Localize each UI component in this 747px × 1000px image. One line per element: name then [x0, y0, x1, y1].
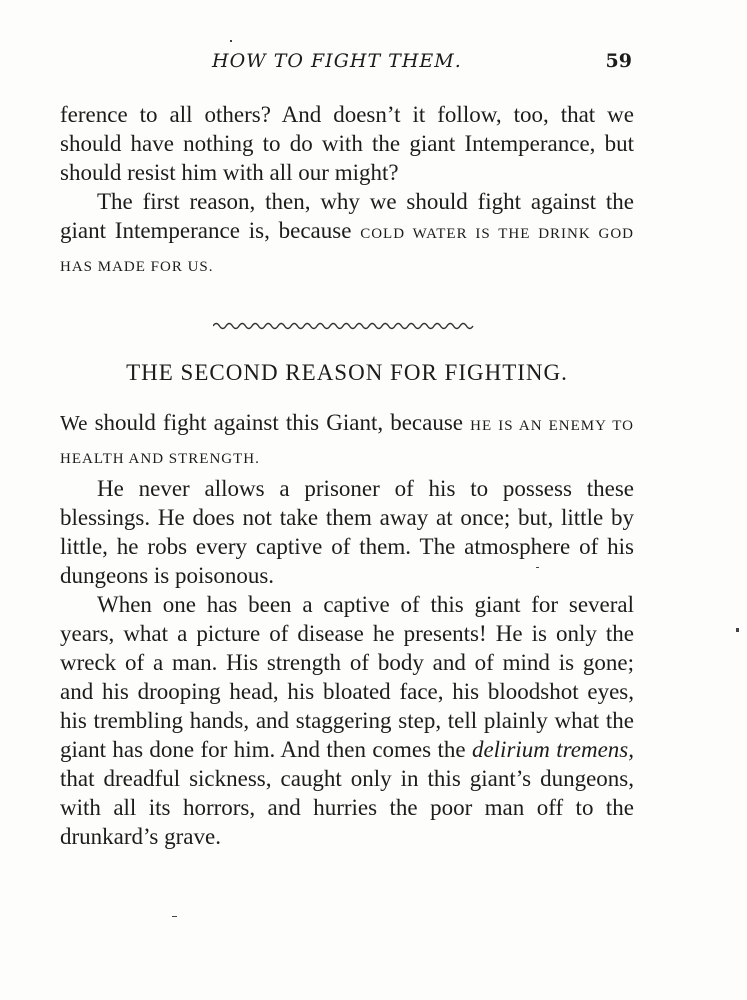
text-block-top	[60, 100, 634, 282]
section-heading: THE SECOND REASON FOR FIGHTING.	[126, 360, 568, 385]
opening-word: We	[60, 411, 88, 435]
running-head: HOW TO FIGHT THEM.	[212, 50, 462, 72]
paragraph-text: should fight against this Giant, because	[87, 410, 471, 435]
paragraph-captive	[60, 590, 634, 851]
print-speck	[172, 916, 177, 917]
page-header	[60, 50, 632, 78]
paragraph-prisoner: He never allows a prisoner of his to possess these blessings. He does not take them away at once; but, little by little, he robs every captive of them. The atmosphere of his dungeons is poisonous.	[60, 476, 634, 588]
print-speck	[230, 40, 232, 42]
paragraph-continuation: ference to all others? And doesn’t it follow, too, that we should have nothing to do with the giant Intemperance, but should resist him with all our might?	[60, 102, 634, 185]
paragraph-text: The first reason, then, why we should fight against the giant Intemperance is, because	[60, 189, 634, 243]
small-caps-emphasis: HE IS AN ENEMY TO HEALTH AND STRENGTH.	[60, 418, 634, 467]
print-speck	[736, 628, 739, 632]
paragraph-first-reason	[60, 187, 634, 282]
paragraph-opening	[60, 408, 634, 474]
small-caps-emphasis: COLD WATER IS THE DRINK GOD HAS MADE FOR US.	[60, 226, 634, 275]
paragraph-text: that dreadful sickness, caught only in this giant’s dungeons, with all its horrors, and hurries the poor man off to the drunkard’s grave.	[60, 766, 634, 849]
italic-phrase: delirium tremens,	[471, 737, 634, 762]
paragraph-text: When one has been a captive of this giant for several years, what a picture of disease he presents! He is only the wreck of a man. His strength of body and of mind is gone; and his drooping head, his bloated face, his bloodshot eyes, his trembling hands, and staggering step, tell plainly what the giant has done for him. And then comes the	[60, 592, 634, 762]
print-speck	[536, 567, 539, 568]
text-block-section	[60, 408, 634, 851]
wavy-divider	[213, 318, 478, 332]
page-number: 59	[605, 50, 632, 72]
